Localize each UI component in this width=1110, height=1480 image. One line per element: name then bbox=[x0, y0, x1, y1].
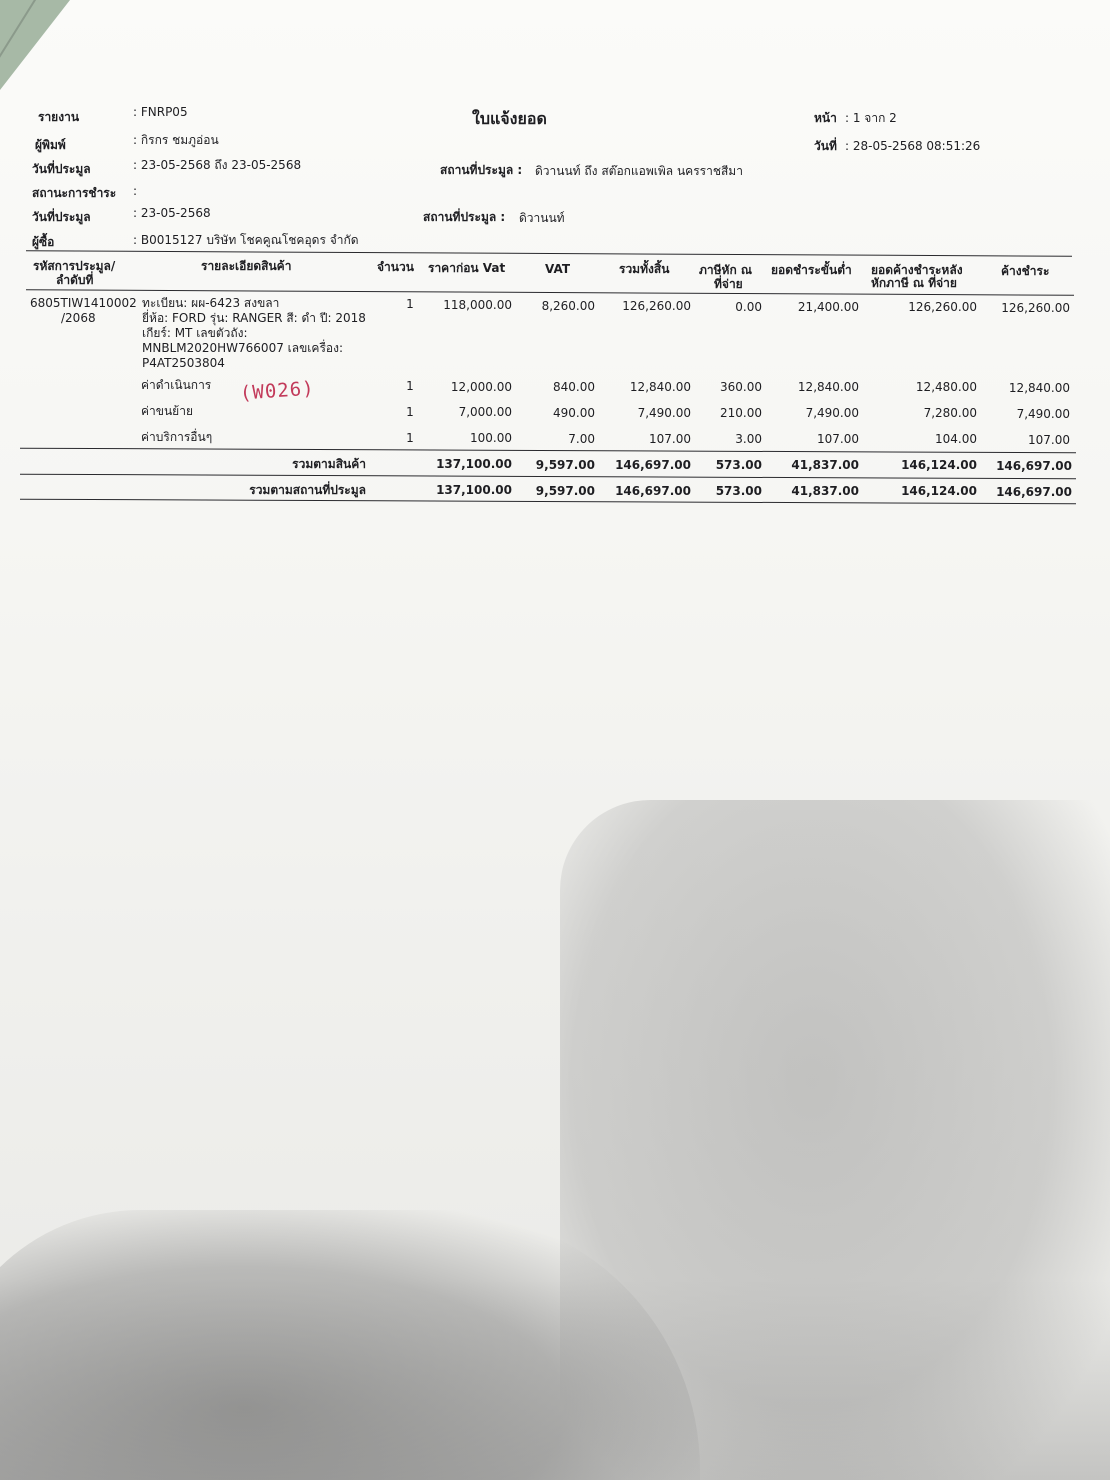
row1-withholding: 360.00 bbox=[720, 380, 762, 394]
row3-desc: ค่าบริการอื่นๆ bbox=[141, 430, 213, 444]
item-code-line1: 6805TIW1410002 bbox=[30, 296, 137, 310]
row1-vat: 840.00 bbox=[553, 380, 595, 394]
col-header-min-payment: ยอดชำระขั้นต่ำ bbox=[771, 263, 852, 277]
row2-qty: 1 bbox=[406, 405, 414, 419]
col-header-balance: ค้างชำระ bbox=[1001, 264, 1050, 278]
row2-outstanding: 7,280.00 bbox=[923, 406, 977, 420]
row0-withholding: 0.00 bbox=[735, 300, 762, 314]
page-label: หน้า bbox=[814, 111, 837, 125]
grand-total-top-rule bbox=[20, 474, 1076, 480]
grand-total-balance: 146,697.00 bbox=[996, 485, 1072, 499]
col-header-withholding-line1: ภาษีหัก ณ bbox=[699, 263, 753, 277]
report-label: รายงาน bbox=[38, 110, 80, 124]
item-desc-line1: ทะเบียน: ผผ-6423 สงขลา bbox=[142, 296, 280, 310]
surface-corner bbox=[0, 0, 70, 90]
header-bottom-rule bbox=[26, 289, 1074, 295]
grand-total-total: 146,697.00 bbox=[615, 484, 691, 498]
row3-min-payment: 107.00 bbox=[817, 432, 859, 446]
col-header-qty: จำนวน bbox=[377, 260, 414, 274]
phone-shadow bbox=[560, 800, 1110, 1480]
row0-balance: 126,260.00 bbox=[1001, 301, 1070, 315]
subtotal-outstanding: 146,124.00 bbox=[901, 458, 977, 472]
row2-total: 7,490.00 bbox=[637, 406, 691, 420]
item-desc-line4: MNBLM2020HW766007 เลขเครื่อง: bbox=[142, 341, 343, 355]
item-code-line2: /2068 bbox=[61, 311, 96, 325]
auction-place2-label: สถานที่ประมูล : bbox=[423, 210, 506, 224]
item-desc-line2: ยี่ห้อ: FORD รุ่น: RANGER สี: ดำ ปี: 2018 bbox=[142, 311, 366, 325]
payment-status-label: สถานะการชำระ bbox=[32, 186, 117, 200]
page-value: : 1 จาก 2 bbox=[845, 111, 897, 125]
auction-date2-value: : 23-05-2568 bbox=[133, 206, 211, 220]
subtotal-min-payment: 41,837.00 bbox=[791, 458, 859, 472]
grand-total-vat: 9,597.00 bbox=[535, 484, 595, 498]
row3-withholding: 3.00 bbox=[735, 432, 762, 446]
col-header-price: ราคาก่อน Vat bbox=[428, 261, 506, 275]
grand-total-withholding: 573.00 bbox=[715, 484, 762, 498]
row3-vat: 7.00 bbox=[568, 432, 595, 446]
col-header-outstanding-line2: หักภาษี ณ ที่จ่าย bbox=[871, 276, 957, 290]
col-header-vat: VAT bbox=[545, 262, 571, 276]
row0-total: 126,260.00 bbox=[622, 299, 691, 313]
col-header-code-line2: ลำดับที่ bbox=[56, 273, 94, 287]
subtotal-top-rule bbox=[20, 448, 1076, 454]
row0-price: 118,000.00 bbox=[443, 298, 512, 312]
row1-balance: 12,840.00 bbox=[1008, 381, 1070, 395]
row1-desc: ค่าดำเนินการ bbox=[141, 378, 212, 392]
auction-date2-label: วันที่ประมูล bbox=[32, 210, 91, 224]
grand-total-label: รวมตามสถานที่ประมูล bbox=[249, 483, 366, 497]
col-header-code-line1: รหัสการประมูล/ bbox=[33, 259, 116, 273]
grand-total-outstanding: 146,124.00 bbox=[901, 484, 977, 498]
subtotal-balance: 146,697.00 bbox=[996, 459, 1072, 473]
row1-outstanding: 12,480.00 bbox=[915, 380, 977, 394]
row3-qty: 1 bbox=[406, 431, 414, 445]
bottom-shadow bbox=[0, 1280, 1110, 1480]
row0-qty: 1 bbox=[406, 297, 414, 311]
row3-balance: 107.00 bbox=[1028, 433, 1070, 447]
auction-date-label: วันที่ประมูล bbox=[32, 162, 91, 176]
row2-min-payment: 7,490.00 bbox=[805, 406, 859, 420]
subtotal-price: 137,100.00 bbox=[436, 457, 512, 471]
col-header-withholding-line2: ที่จ่าย bbox=[714, 277, 743, 291]
row2-withholding: 210.00 bbox=[720, 406, 762, 420]
row3-price: 100.00 bbox=[470, 431, 512, 445]
row1-min-payment: 12,840.00 bbox=[797, 380, 859, 394]
subtotal-label: รวมตามสินค้า bbox=[292, 457, 366, 471]
row1-qty: 1 bbox=[406, 379, 414, 393]
payment-status-value: : bbox=[133, 184, 138, 198]
subtotal-withholding: 573.00 bbox=[715, 458, 762, 472]
col-header-total: รวมทั้งสิ้น bbox=[619, 262, 670, 276]
auction-place-label: สถานที่ประมูล : bbox=[440, 163, 523, 177]
auction-place2-value: ดิวานนท์ bbox=[519, 211, 565, 225]
hand-shadow bbox=[0, 1210, 700, 1480]
row0-min-payment: 21,400.00 bbox=[797, 300, 859, 314]
handwritten-note: (W026) bbox=[239, 377, 316, 405]
row2-vat: 490.00 bbox=[553, 406, 595, 420]
printer-label: ผู้พิมพ์ bbox=[35, 138, 66, 152]
row0-vat: 8,260.00 bbox=[541, 299, 595, 313]
item-desc-line5: P4AT2503804 bbox=[142, 356, 225, 370]
row1-total: 12,840.00 bbox=[629, 380, 691, 394]
date-label: วันที่ bbox=[814, 139, 837, 153]
auction-date-value: : 23-05-2568 ถึง 23-05-2568 bbox=[133, 158, 302, 172]
row3-total: 107.00 bbox=[649, 432, 691, 446]
table-top-rule bbox=[26, 250, 1072, 256]
row1-price: 12,000.00 bbox=[450, 380, 512, 394]
item-desc-line3: เกียร์: MT เลขตัวถัง: bbox=[142, 326, 248, 340]
subtotal-total: 146,697.00 bbox=[615, 458, 691, 472]
report-value: : FNRP05 bbox=[133, 105, 188, 119]
date-value: : 28-05-2568 08:51:26 bbox=[845, 139, 981, 153]
row2-price: 7,000.00 bbox=[458, 405, 512, 419]
document-title: ใบแจ้งยอด bbox=[472, 109, 547, 128]
subtotal-vat: 9,597.00 bbox=[535, 458, 595, 472]
buyer-value: : B0015127 บริษัท โชคคูณโชคอุดร จำกัด bbox=[133, 233, 359, 247]
grand-total-bottom-rule bbox=[20, 499, 1076, 505]
col-header-description: รายละเอียดสินค้า bbox=[201, 259, 292, 273]
row2-balance: 7,490.00 bbox=[1016, 407, 1070, 421]
col-header-outstanding-line1: ยอดค้างชำระหลัง bbox=[871, 263, 963, 277]
row2-desc: ค่าขนย้าย bbox=[141, 404, 193, 418]
grand-total-min-payment: 41,837.00 bbox=[791, 484, 859, 498]
buyer-label: ผู้ซื้อ bbox=[32, 235, 55, 249]
grand-total-price: 137,100.00 bbox=[436, 483, 512, 497]
row0-outstanding: 126,260.00 bbox=[908, 300, 977, 314]
printer-value: : กิรกร ชมภูอ่อน bbox=[133, 133, 219, 147]
row3-outstanding: 104.00 bbox=[935, 432, 977, 446]
auction-place-value: ดิวานนท์ ถึง สต๊อกแอพเพิล นครราชสีมา bbox=[535, 164, 743, 178]
